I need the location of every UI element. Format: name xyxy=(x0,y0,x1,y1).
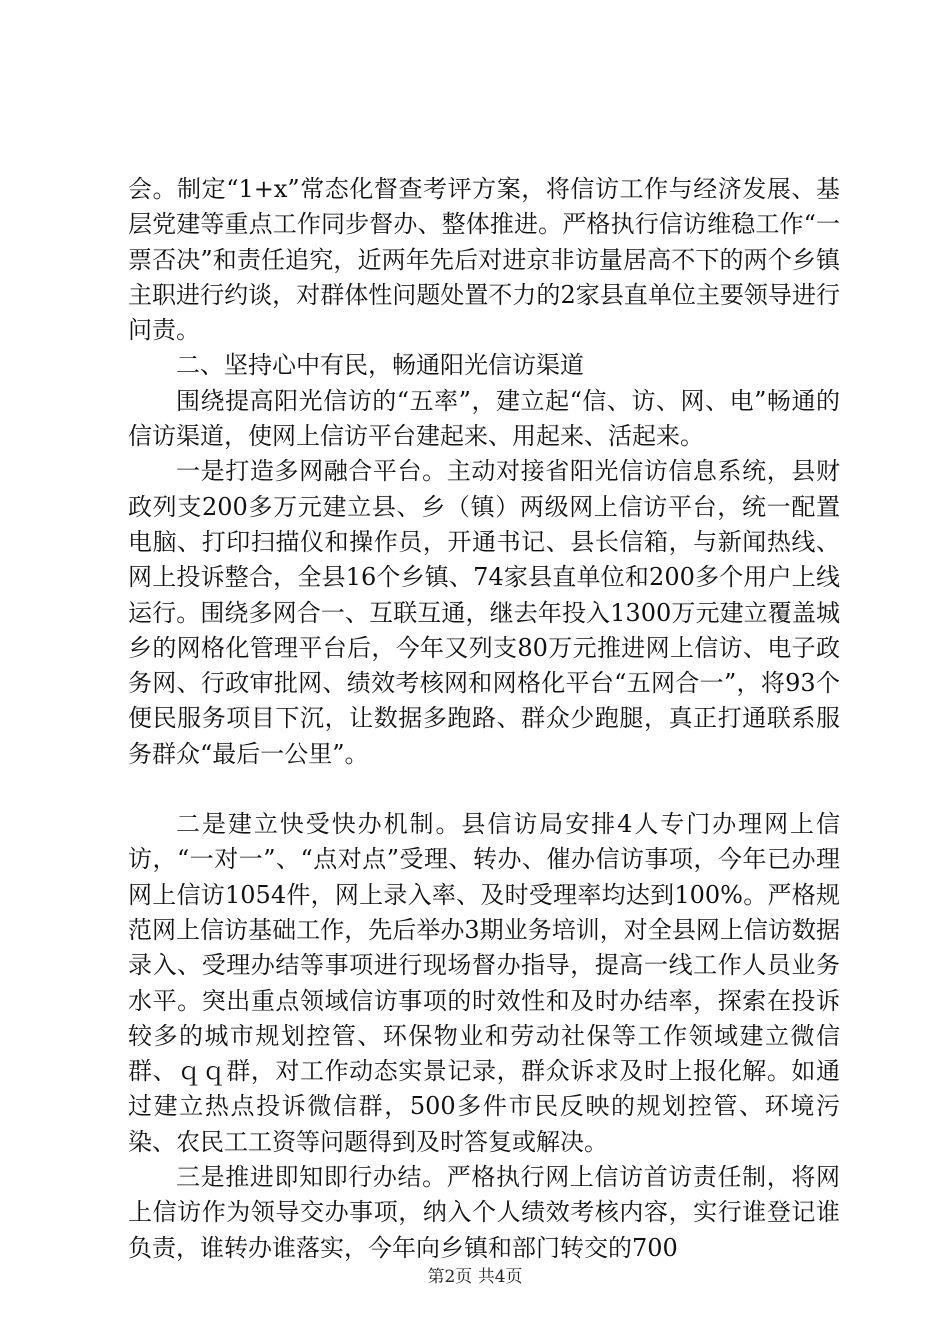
paragraph-point-one: 一是打造多网融合平台。主动对接省阳光信访信息系统，县财政列支200多万元建立县、乡（镇）两级网上信访平台，统一配置电脑、打印扫描仪和操作员，开通书记、县长信箱，与新闻热线、网上投诉整合，全县16个乡镇、74家县直单位和200多个用户上线运行。围绕多网合一、互联互通，继去年投入1300万元建立覆盖城乡的网格化管理平台后，今年又列支80万元推进网上信访、电子政务网、行政审批网、绩效考核网和网格化平台“五网合一”，将93个便民服务项目下沉，让数据多跑路、群众少跑腿，真正打通联系服务群众“最后一公里”。 xyxy=(128,457,840,768)
paragraph-intro: 围绕提高阳光信访的“五率”，建立起“信、访、网、电”畅通的信访渠道，使网上信访平台建起来、用起来、活起来。 xyxy=(128,386,840,451)
paragraph-continuation: 会。制定“1+x”常态化督查考评方案，将信访工作与经济发展、基层党建等重点工作同步督办、整体推进。严格执行信访维稳工作“一票否决”和责任追究，近两年先后对进京非访量居高不下的两个乡镇主职进行约谈，对群体性问题处置不力的2家县直单位主要领导进行问责。 xyxy=(128,175,840,345)
paragraph-point-three: 三是推进即知即行办结。严格执行网上信访首访责任制，将网上信访作为领导交办事项，纳入个人绩效考核内容，实行谁登记谁负责，谁转办谁落实，今年向乡镇和部门转交的700 xyxy=(128,1163,840,1262)
paragraph-point-two: 二是建立快受快办机制。县信访局安排4人专门办理网上信访，“一对一”、“点对点”受理、转办、催办信访事项，今年已办理网上信访1054件，网上录入率、及时受理率均达到100%。严格规范网上信访基础工作，先后举办3期业务培训，对全县网上信访数据录入、受理办结等事项进行现场督办指导，提高一线工作人员业务水平。突出重点领域信访事项的时效性和及时办结率，探索在投诉较多的城市规划控管、环保物业和劳动社保等工作领域建立微信群、ｑｑ群，对工作动态实景记录，群众诉求及时上报化解。如通过建立热点投诉微信群，500多件市民反映的规划控管、环境污染、农民工工资等问题得到及时答复或解决。 xyxy=(128,810,840,1156)
document-body xyxy=(128,172,840,1266)
page-number-footer: 第2页 共4页 xyxy=(427,1267,523,1287)
paragraph-spacer xyxy=(128,772,840,807)
section-heading: 二、坚持心中有民，畅通阳光信访渠道 xyxy=(176,351,584,380)
